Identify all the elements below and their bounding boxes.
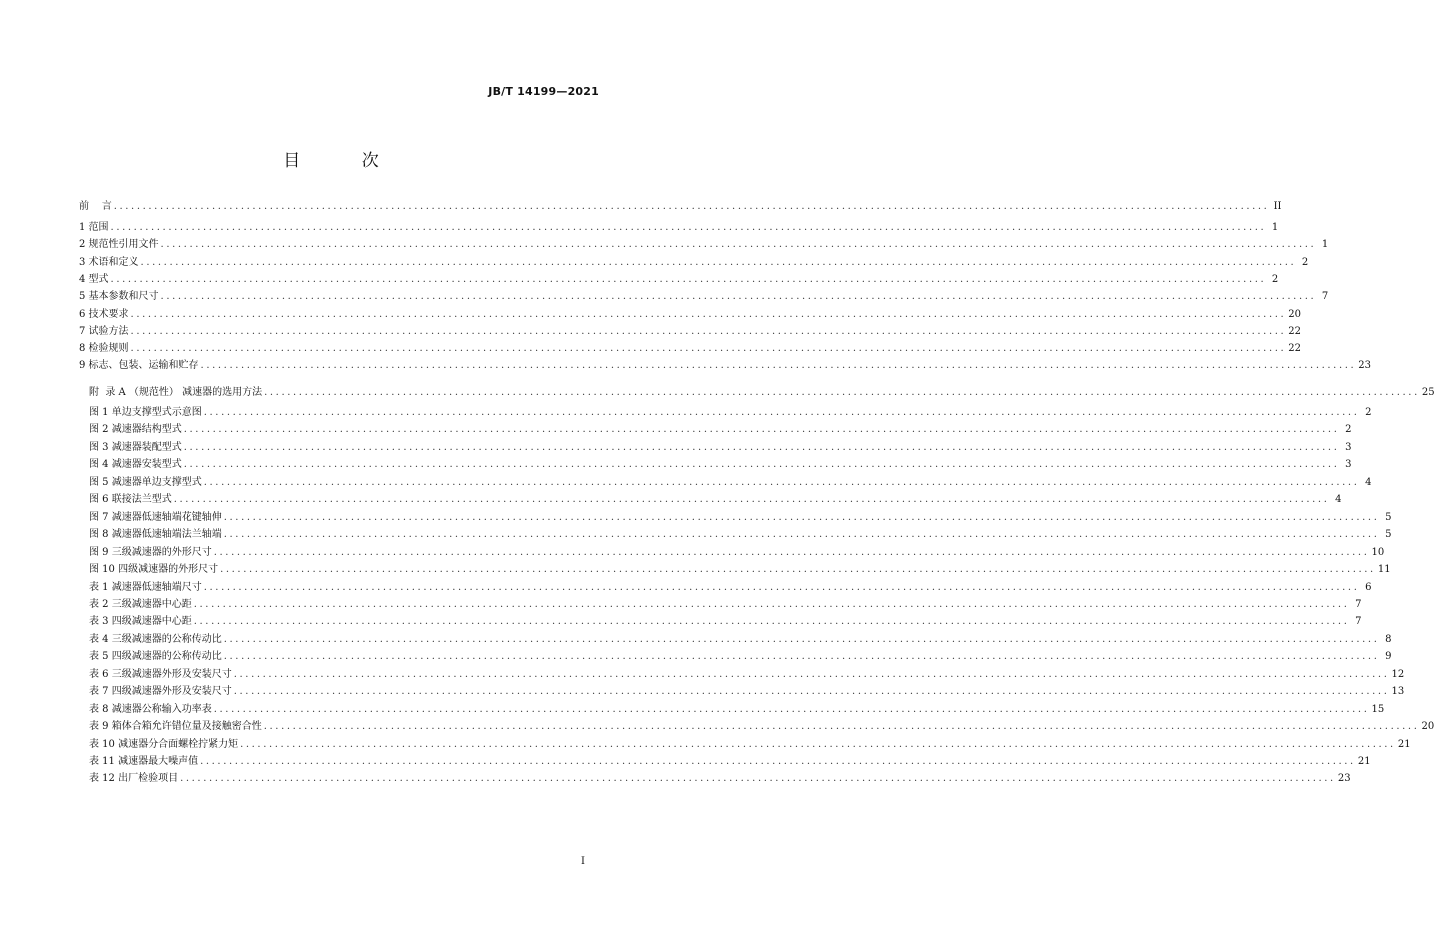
toc-entry-page: 23 (1358, 360, 1372, 372)
dot-leader: ........................................................................................................................................................................................................ (264, 387, 1420, 398)
toc-entry-page: 8 (1385, 633, 1392, 645)
dot-leader: ........................................................................................................................................................................................................ (213, 703, 1370, 715)
toc-entry-page: 10 (1371, 546, 1385, 558)
toc-entry-label: 图 3 减速器装配型式 (89, 441, 182, 453)
toc-entry-page: 2 (1345, 424, 1352, 436)
dot-leader: ........................................................................................................................................................................................................ (183, 441, 1340, 453)
toc-entry[interactable] (89, 718, 1435, 734)
toc-entry-page: 15 (1371, 703, 1385, 715)
toc-entry-label: 表 2 三级减速器中心距 (89, 598, 192, 610)
toc-entry-page: 1 (1321, 239, 1329, 251)
toc-entry-label: 前 言 (79, 201, 112, 212)
dot-leader: ........................................................................................................................................................................................................ (130, 343, 1287, 355)
toc-entry-page: 5 (1385, 529, 1392, 541)
toc-entry[interactable] (89, 701, 1385, 717)
toc-entry-page: 9 (1385, 651, 1392, 663)
page-title: 目 次 (283, 151, 407, 171)
dot-leader: ........................................................................................................................................................................................................ (223, 529, 1380, 541)
dot-leader: ........................................................................................................................................................................................................ (130, 325, 1287, 337)
toc-entry[interactable] (89, 753, 1371, 769)
dot-leader: ........................................................................................................................................................................................................ (203, 581, 1360, 593)
toc-entry[interactable] (89, 596, 1362, 612)
page-number: I (581, 856, 585, 867)
toc-entry-label: 表 5 四级减速器的公称传动比 (89, 651, 222, 663)
toc-entry-label: 6 技术要求 (79, 308, 129, 320)
toc-entry-label: 表 6 三级减速器外形及安装尺寸 (89, 668, 232, 680)
toc-entry[interactable] (89, 631, 1392, 647)
toc-entry-page: 6 (1365, 581, 1372, 593)
toc-entry[interactable] (89, 770, 1351, 786)
toc-entry-page: 22 (1288, 343, 1302, 355)
toc-entry-label: 表 10 减速器分合面螺栓拧紧力矩 (89, 738, 239, 750)
toc-entry-page: 2 (1365, 407, 1372, 418)
toc-entry[interactable] (89, 456, 1352, 472)
toc-entry-label: 4 型式 (79, 273, 109, 285)
toc-entry-label: 表 9 箱体合箱允许错位量及接触密合性 (89, 721, 262, 733)
toc-entry-label: 表 8 减速器公称输入功率表 (89, 703, 212, 715)
toc-entry-page: 21 (1397, 738, 1411, 750)
toc-entry-label: 表 3 四级减速器中心距 (89, 616, 192, 628)
dot-leader: ........................................................................................................................................................................................................ (160, 239, 1317, 251)
dot-leader: ........................................................................................................................................................................................................ (173, 494, 1330, 506)
dot-leader: ........................................................................................................................................................................................................ (203, 407, 1360, 418)
toc-entry-label: 表 12 出厂检验项目 (89, 773, 179, 785)
toc-entry[interactable] (89, 404, 1372, 420)
toc-entry-page: 5 (1385, 511, 1392, 523)
toc-entry-label: 图 1 单边支撑型式示意图 (89, 407, 202, 418)
toc-entry-page: 20 (1421, 721, 1435, 733)
toc-entry-label: 3 术语和定义 (79, 256, 139, 268)
dot-leader: ........................................................................................................................................................................................................ (193, 616, 1350, 628)
dot-leader: ........................................................................................................................................................................................................ (183, 459, 1340, 471)
toc-entry-label: 附 录 A （规范性） 减速器的选用方法 (89, 387, 263, 398)
toc-entry[interactable] (79, 357, 1372, 373)
dot-leader: ........................................................................................................................................................................................................ (110, 273, 1267, 285)
dot-leader: ........................................................................................................................................................................................................ (263, 721, 1420, 733)
toc-entry-page: 25 (1421, 387, 1435, 398)
toc-entry-label: 7 试验方法 (79, 325, 129, 337)
toc-entry-page: 22 (1288, 325, 1302, 337)
dot-leader: ........................................................................................................................................................................................................ (223, 511, 1380, 523)
toc-entry[interactable] (89, 561, 1391, 577)
toc-entry[interactable] (89, 421, 1352, 437)
dot-leader: ........................................................................................................................................................................................................ (203, 476, 1360, 488)
toc-entry-label: 图 10 四级减速器的外形尺寸 (89, 564, 219, 576)
toc-entry-page: 7 (1355, 598, 1362, 610)
dot-leader: ........................................................................................................................................................................................................ (180, 773, 1336, 785)
dot-leader: ........................................................................................................................................................................................................ (193, 598, 1350, 610)
dot-leader: ........................................................................................................................................................................................................ (110, 222, 1267, 233)
toc-entry-page: 20 (1288, 308, 1302, 320)
toc-entry[interactable] (89, 683, 1405, 699)
toc-entry-label: 表 1 减速器低速轴端尺寸 (89, 581, 202, 593)
toc-entry[interactable] (89, 474, 1372, 490)
dot-leader: ........................................................................................................................................................................................................ (160, 291, 1317, 303)
toc-entry-page: 3 (1345, 459, 1352, 471)
toc-entry-page: 11 (1377, 564, 1391, 576)
toc-entry-page: 4 (1365, 476, 1372, 488)
toc-entry-label: 图 7 减速器低速轴端花键轴伸 (89, 511, 222, 523)
dot-leader: ........................................................................................................................................................................................................ (233, 668, 1390, 680)
toc-entry-page: 13 (1391, 686, 1405, 698)
toc-entry-page: 2 (1271, 273, 1279, 285)
toc-entry-page: 7 (1355, 616, 1362, 628)
toc-entry[interactable] (79, 323, 1302, 339)
toc-entry-page: 23 (1337, 773, 1351, 785)
toc-entry[interactable] (79, 288, 1329, 304)
dot-leader: ........................................................................................................................................................................................................ (140, 256, 1297, 268)
dot-leader: ........................................................................................................................................................................................................ (113, 201, 1270, 212)
toc-entry[interactable] (89, 491, 1342, 507)
toc-entry[interactable] (89, 384, 1435, 400)
toc-entry-label: 图 4 减速器安装型式 (89, 459, 182, 471)
toc-entry-label: 表 7 四级减速器外形及安装尺寸 (89, 686, 232, 698)
dot-leader: ........................................................................................................................................................................................................ (200, 756, 1356, 767)
toc-entry[interactable] (89, 509, 1392, 525)
toc-entry[interactable] (79, 236, 1329, 252)
toc-entry[interactable] (89, 736, 1411, 752)
toc-entry[interactable] (89, 439, 1352, 455)
dot-leader: ........................................................................................................................................................................................................ (233, 686, 1390, 698)
dot-leader: ........................................................................................................................................................................................................ (223, 633, 1380, 645)
toc-entry[interactable] (79, 219, 1279, 235)
toc-entry-label: 9 标志、包装、运输和贮存 (79, 360, 199, 372)
toc-entry-label: 1 范围 (79, 222, 109, 233)
standard-code: JB/T 14199—2021 (488, 85, 599, 98)
toc-entry-label: 表 4 三级减速器的公称传动比 (89, 633, 222, 645)
toc-entry-label: 2 规范性引用文件 (79, 239, 159, 251)
toc-entry-label: 图 8 减速器低速轴端法兰轴端 (89, 529, 222, 541)
toc-entry-page: 12 (1391, 668, 1405, 680)
dot-leader: ........................................................................................................................................................................................................ (183, 424, 1340, 436)
toc-entry[interactable] (89, 544, 1385, 560)
toc-entry-label: 图 9 三级减速器的外形尺寸 (89, 546, 212, 558)
toc-entry-page: II (1273, 201, 1282, 212)
toc-entry[interactable] (79, 340, 1302, 356)
toc-entry[interactable] (79, 271, 1279, 287)
toc-entry-page: 4 (1335, 494, 1342, 506)
toc-entry[interactable] (79, 306, 1302, 322)
toc-entry-label: 5 基本参数和尺寸 (79, 291, 159, 303)
toc-entry[interactable] (89, 579, 1372, 595)
toc-entry[interactable] (89, 613, 1362, 629)
toc-entry-label: 表 11 减速器最大噪声值 (89, 756, 199, 767)
toc-entry[interactable] (89, 648, 1392, 664)
dot-leader: ........................................................................................................................................................................................................ (200, 360, 1357, 372)
dot-leader: ........................................................................................................................................................................................................ (213, 546, 1370, 558)
toc-entry[interactable] (89, 526, 1392, 542)
dot-leader: ........................................................................................................................................................................................................ (240, 738, 1396, 750)
dot-leader: ........................................................................................................................................................................................................ (220, 564, 1376, 576)
dot-leader: ........................................................................................................................................................................................................ (130, 308, 1287, 320)
dot-leader: ........................................................................................................................................................................................................ (223, 651, 1380, 663)
toc-entry-label: 8 检验规则 (79, 343, 129, 355)
toc-entry[interactable] (89, 666, 1405, 682)
toc-entry-label: 图 2 减速器结构型式 (89, 424, 182, 436)
toc-entry-page: 1 (1271, 222, 1279, 233)
toc-entry-page: 3 (1345, 441, 1352, 453)
toc-entry-page: 2 (1301, 256, 1309, 268)
toc-entry-label: 图 5 减速器单边支撑型式 (89, 476, 202, 488)
toc-entry-label: 图 6 联接法兰型式 (89, 494, 172, 506)
toc-entry[interactable] (79, 198, 1282, 214)
toc-entry-page: 21 (1357, 756, 1371, 767)
toc-entry[interactable] (79, 254, 1309, 270)
toc-entry-page: 7 (1321, 291, 1329, 303)
